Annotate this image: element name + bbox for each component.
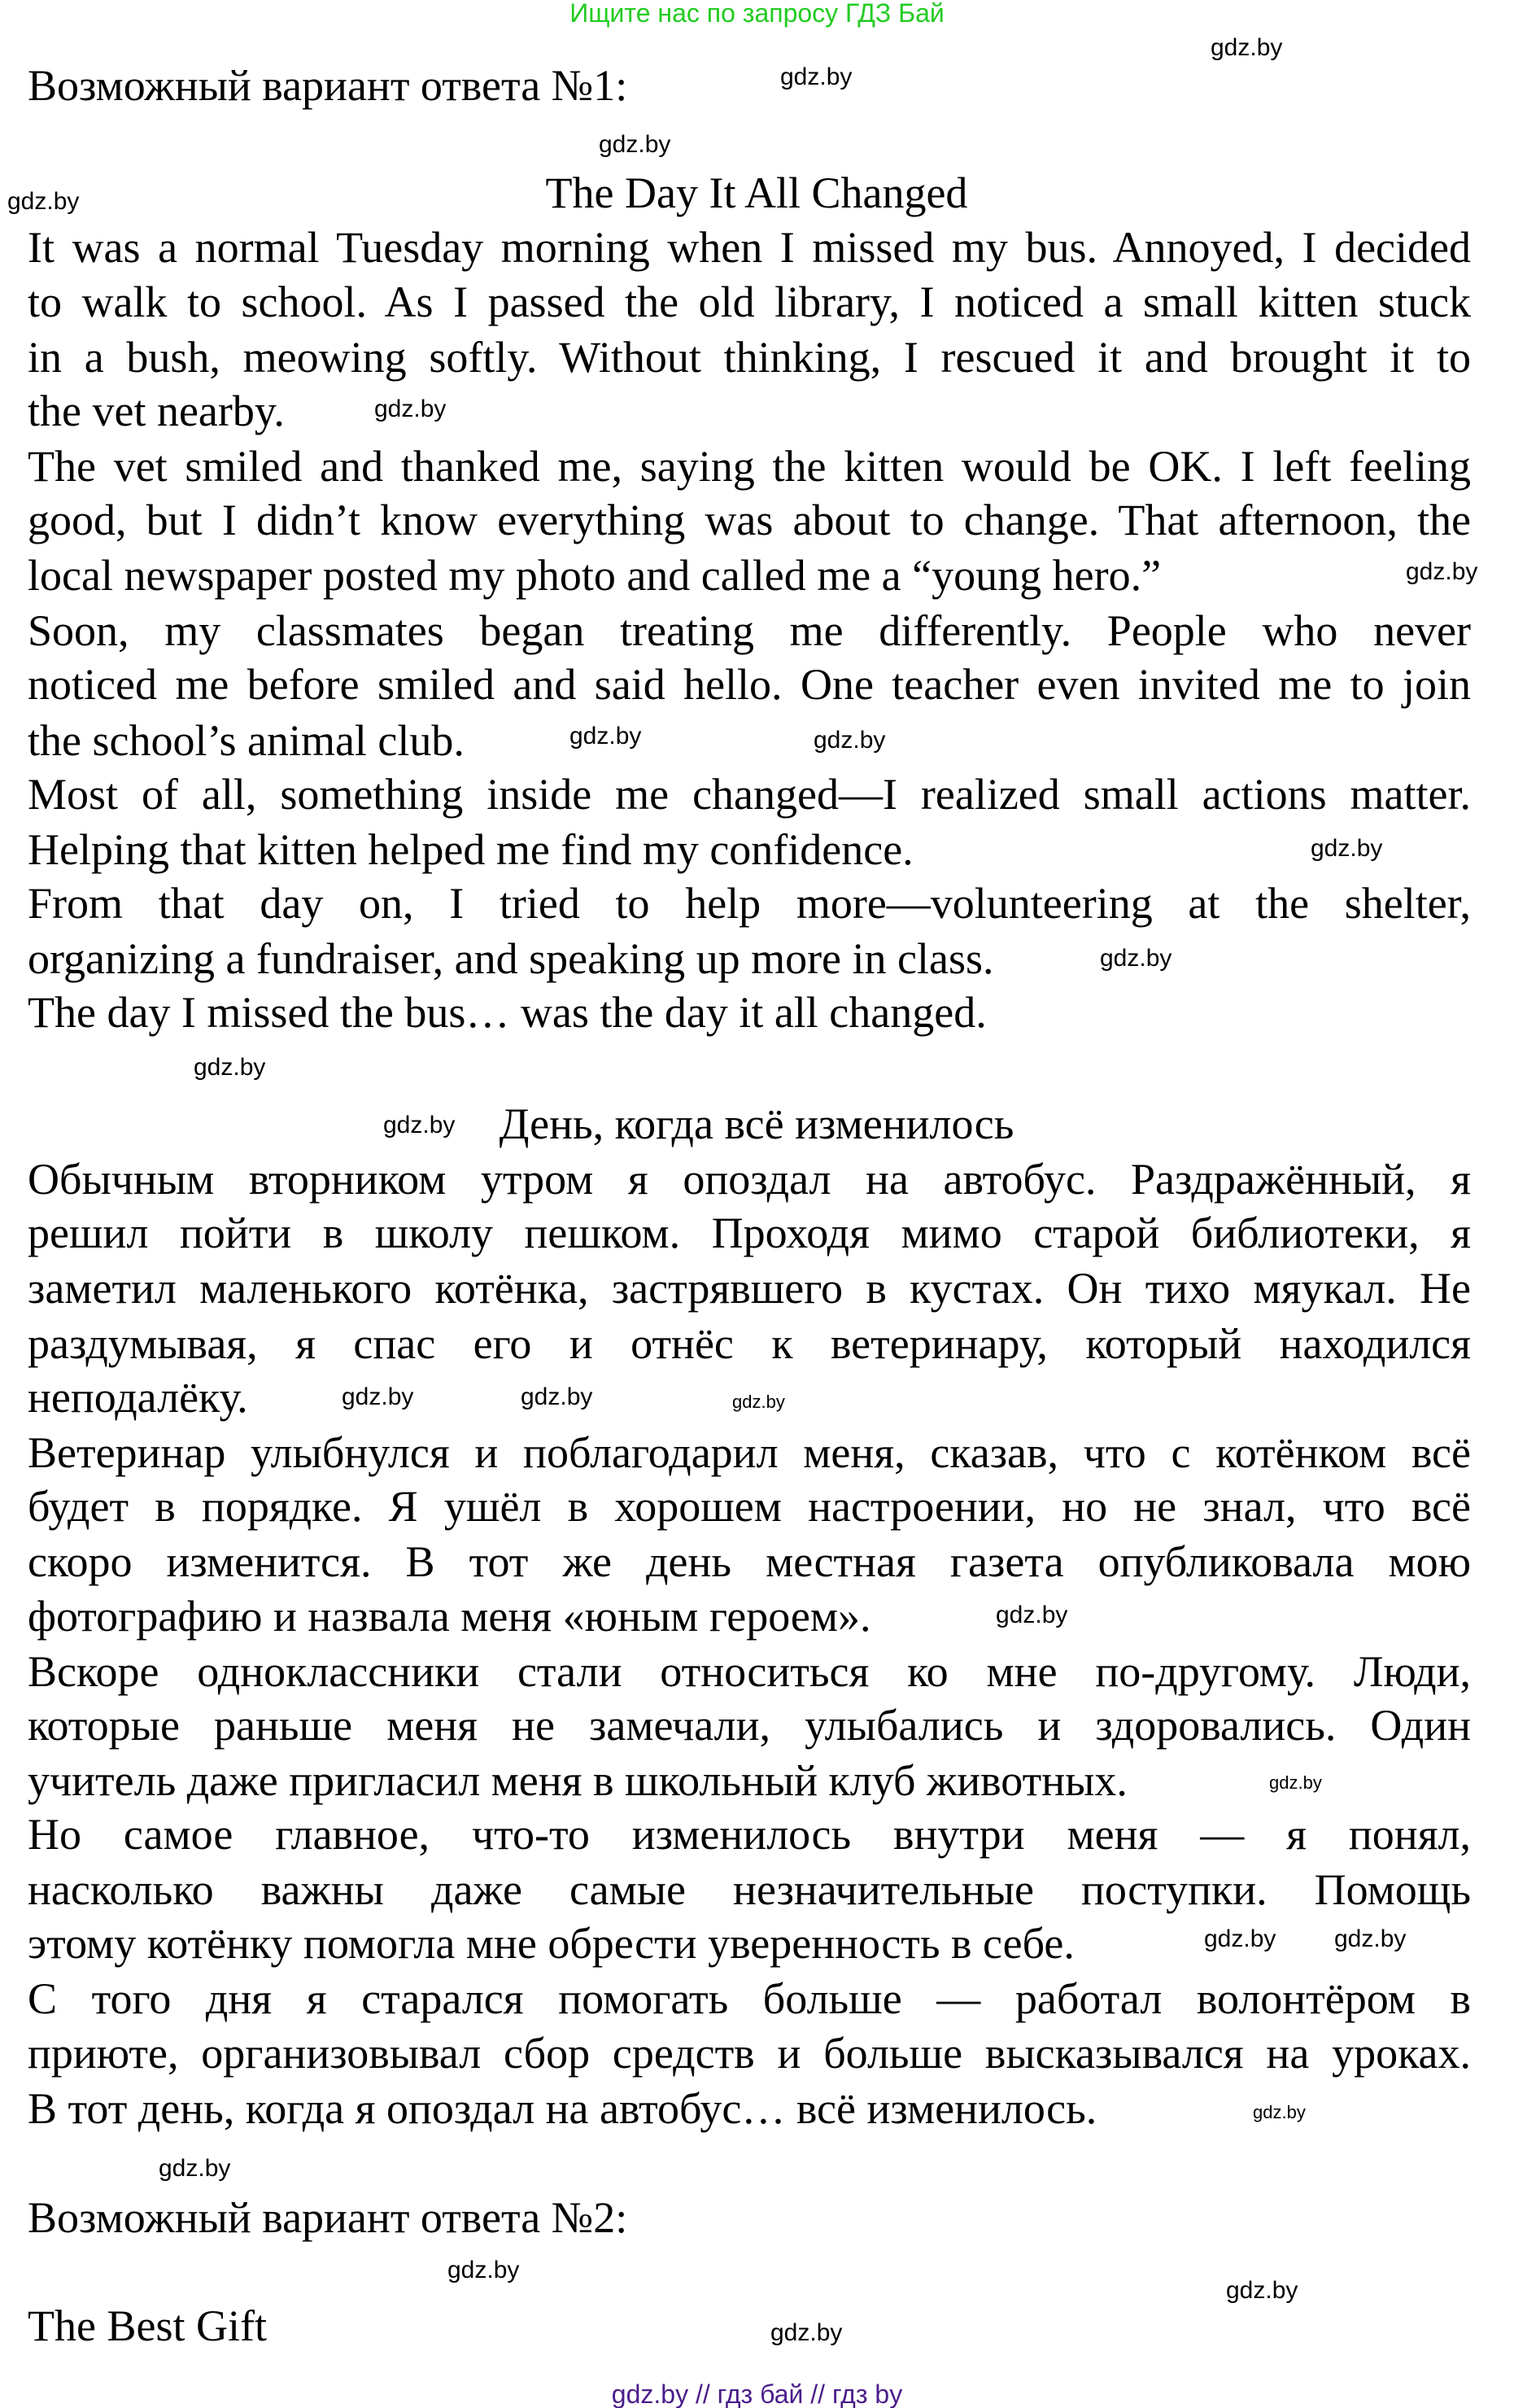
russian-story-line: раздумывая, я спас его и отнёс к ветеринару, который находился [28,1319,1471,1368]
watermark-link[interactable]: gdz.by [447,2257,520,2283]
watermark-link[interactable]: gdz.by [383,1112,456,1138]
english-story-line: Helping that kitten helped me find my confidence. [28,825,914,874]
english-story-line: The day I missed the bus… was the day it all changed. [28,988,987,1037]
russian-story-line: этому котёнку помогла мне обрести уверенность в себе. [28,1919,1075,1968]
english-story-line: local newspaper posted my photo and called me a “young hero.” [28,551,1162,600]
watermark-link[interactable]: gdz.by [374,396,447,422]
russian-story-line: насколько важны даже самые незначительные поступки. Помощь [28,1865,1471,1914]
english-story-line: the vet nearby. [28,387,285,435]
russian-story-line: будет в порядке. Я ушёл в хорошем настроении, но не знал, что всё [28,1482,1471,1531]
russian-story-line: неподалёку. [28,1373,248,1422]
russian-story-line: В тот день, когда я опоздал на автобус… всё изменилось. [28,2084,1097,2133]
watermark-link[interactable]: gdz.by [1253,2102,1306,2122]
top-banner[interactable]: Ищите нас по запросу ГДЗ Бай [569,0,945,28]
watermark-link[interactable]: gdz.by [521,1383,593,1410]
russian-story-line: учитель даже пригласил меня в школьный клуб животных. [28,1756,1128,1805]
english-story-line: From that day on, I tried to help more—volunteering at the shelter, [28,879,1471,928]
russian-story-line: приюте, организовывал сбор средств и больше высказывался на уроках. [28,2029,1471,2078]
english-story-line: It was a normal Tuesday morning when I missed my bus. Annoyed, I decided [28,223,1471,272]
watermark-link[interactable]: gdz.by [1406,558,1478,585]
watermark-link[interactable]: gdz.by [1269,1772,1322,1793]
variant2-heading: Возможный вариант ответа №2: [28,2193,628,2242]
watermark-link[interactable]: gdz.by [194,1054,266,1081]
watermark-link[interactable]: gdz.by [1100,945,1172,972]
english-story-line: organizing a fundraiser, and speaking up more in class. [28,934,994,983]
russian-story-line: заметил маленького котёнка, застрявшего в кустах. Он тихо мяукал. Не [28,1264,1471,1313]
watermark-link[interactable]: gdz.by [599,131,671,158]
english-story-line: Most of all, something inside me changed—I realized small actions matter. [28,770,1471,819]
russian-story-line: решил пойти в школу пешком. Проходя мимо старой библиотеки, я [28,1208,1471,1257]
watermark-link[interactable]: gdz.by [732,1392,785,1412]
watermark-link[interactable]: gdz.by [1211,34,1283,61]
bottom-banner[interactable]: gdz.by // гдз бай // гдз by [611,2380,903,2408]
watermark-link[interactable]: gdz.by [342,1383,414,1410]
russian-story-line: которые раньше меня не замечали, улыбались и здоровались. Один [28,1701,1471,1750]
english-story-title: The Day It All Changed [545,168,968,217]
english-story-line: Soon, my classmates began treating me differently. People who never [28,606,1471,655]
watermark-link[interactable]: gdz.by [770,2319,843,2346]
english-story-line: to walk to school. As I passed the old library, I noticed a small kitten stuck [28,278,1471,326]
english-story-line: good, but I didn’t know everything was about to change. That afternoon, the [28,496,1471,544]
watermark-link[interactable]: gdz.by [1334,1925,1407,1952]
watermark-link[interactable]: gdz.by [780,63,853,90]
russian-story-title: День, когда всё изменилось [499,1099,1014,1148]
english-story-line: noticed me before smiled and said hello. One teacher even invited me to join [28,660,1471,709]
variant2-story-title: The Best Gift [28,2301,267,2350]
english-story-line: in a bush, meowing softly. Without thinking, I rescued it and brought it to [28,333,1471,382]
russian-story-line: Вскоре одноклассники стали относиться ко мне по-другому. Люди, [28,1647,1471,1696]
watermark-link[interactable]: gdz.by [1204,1925,1276,1952]
russian-story-line: Но самое главное, что-то изменилось внутри меня — я понял, [28,1810,1471,1859]
watermark-link[interactable]: gdz.by [1311,835,1383,862]
russian-story-line: Обычным вторником утром я опоздал на автобус. Раздражённый, я [28,1155,1471,1204]
english-story-line: The vet smiled and thanked me, saying the kitten would be OK. I left feeling [28,442,1471,491]
watermark-link[interactable]: gdz.by [814,727,886,754]
variant1-heading: Возможный вариант ответа №1: [28,61,628,110]
watermark-link[interactable]: gdz.by [159,2155,231,2182]
english-story-line: the school’s animal club. [28,716,465,765]
watermark-link[interactable]: gdz.by [996,1602,1068,1628]
watermark-link[interactable]: gdz.by [7,188,80,215]
russian-story-line: скоро изменится. В тот же день местная газета опубликовала мою [28,1537,1471,1586]
russian-story-line: фотографию и назвала меня «юным героем». [28,1592,871,1641]
russian-story-line: С того дня я старался помогать больше — работал волонтёром в [28,1974,1471,2023]
watermark-link[interactable]: gdz.by [1226,2277,1298,2304]
watermark-link[interactable]: gdz.by [569,723,642,749]
russian-story-line: Ветеринар улыбнулся и поблагодарил меня, сказав, что с котёнком всё [28,1428,1471,1477]
